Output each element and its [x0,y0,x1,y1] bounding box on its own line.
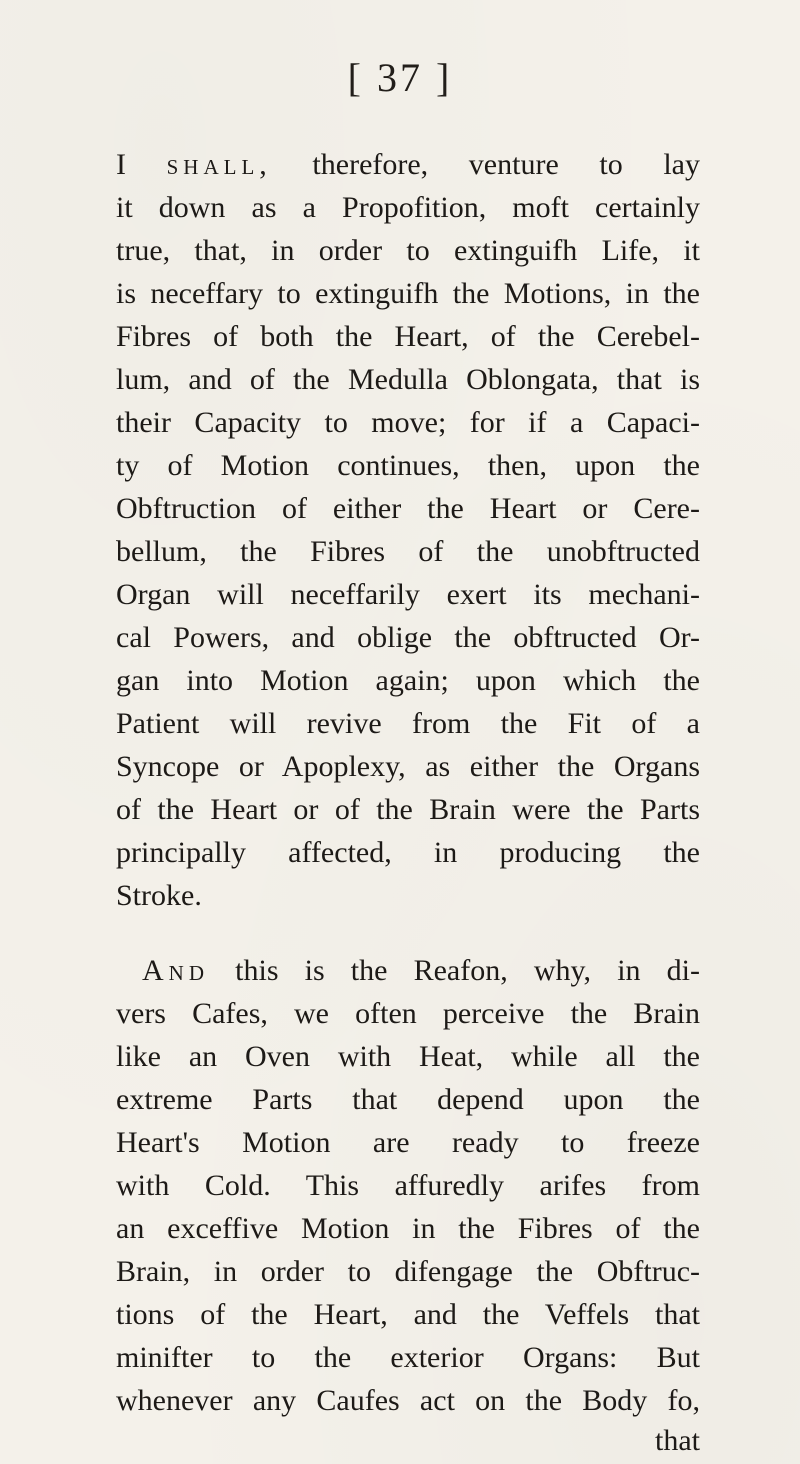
text-line: Brain, in order to difengage the Obftruc- [116,1255,700,1288]
paragraph-2-first-rest: this is the Reafon, why, in di- [235,954,700,987]
text-line: lum, and of the Medulla Oblongata, that is [116,363,700,396]
text-line: principally affected, in producing the [116,836,700,869]
text-line: gan into Motion again; upon which the [116,664,700,697]
text-line: bellum, the Fibres of the unobftructed [116,535,700,568]
text-line: Syncope or Apoplexy, as either the Organs [116,750,700,783]
text-line: extreme Parts that depend upon the [116,1083,700,1116]
text-line: is neceffary to extinguifh the Motions, in the [116,277,700,310]
text-line: whenever any Caufes act on the Body fo, [116,1384,700,1417]
text-line: Organ will neceffarily exert its mechani- [116,578,700,611]
page-number: [ 37 ] [347,55,453,100]
text-line: tions of the Heart, and the Veffels that [116,1298,700,1331]
catchword: that [655,1424,700,1457]
paragraph-1-first-line [116,148,700,182]
text-line: with Cold. This affuredly arifes from [116,1169,700,1202]
text-line: of the Heart or of the Brain were the Parts [116,793,700,826]
text-line: ty of Motion continues, then, upon the [116,449,700,482]
text-line: like an Oven with Heat, while all the [116,1040,700,1073]
paragraph-1-lead-smallcaps: shall, [166,148,272,181]
text-line: Patient will revive from the Fit of a [116,707,700,740]
text-line: Stroke. [116,879,202,912]
text-line: cal Powers, and oblige the obftructed Or- [116,621,700,654]
text-line: true, that, in order to extinguifh Life, it [116,234,700,267]
paragraph-2-lead-smallcaps: nd [168,954,210,987]
text-line: vers Cafes, we often perceive the Brain [116,997,700,1030]
text-line: Fibres of both the Heart, of the Cerebel- [116,320,700,353]
paragraph-2-first-line [142,954,700,988]
text-line: Heart's Motion are ready to freeze [116,1126,700,1159]
text-line: an exceffive Motion in the Fibres of the [116,1212,700,1245]
paragraph-1-lead-cap: I [116,148,126,181]
text-line: it down as a Propofition, moft certainly [116,191,700,224]
paragraph-2-lead-cap: A [142,954,169,987]
paragraph-1-first-rest: therefore, venture to lay [312,148,700,181]
text-line: minifter to the exterior Organs: But [116,1341,700,1374]
text-line: their Capacity to move; for if a Capaci- [116,406,700,439]
text-line: Obftruction of either the Heart or Cere- [116,492,700,525]
